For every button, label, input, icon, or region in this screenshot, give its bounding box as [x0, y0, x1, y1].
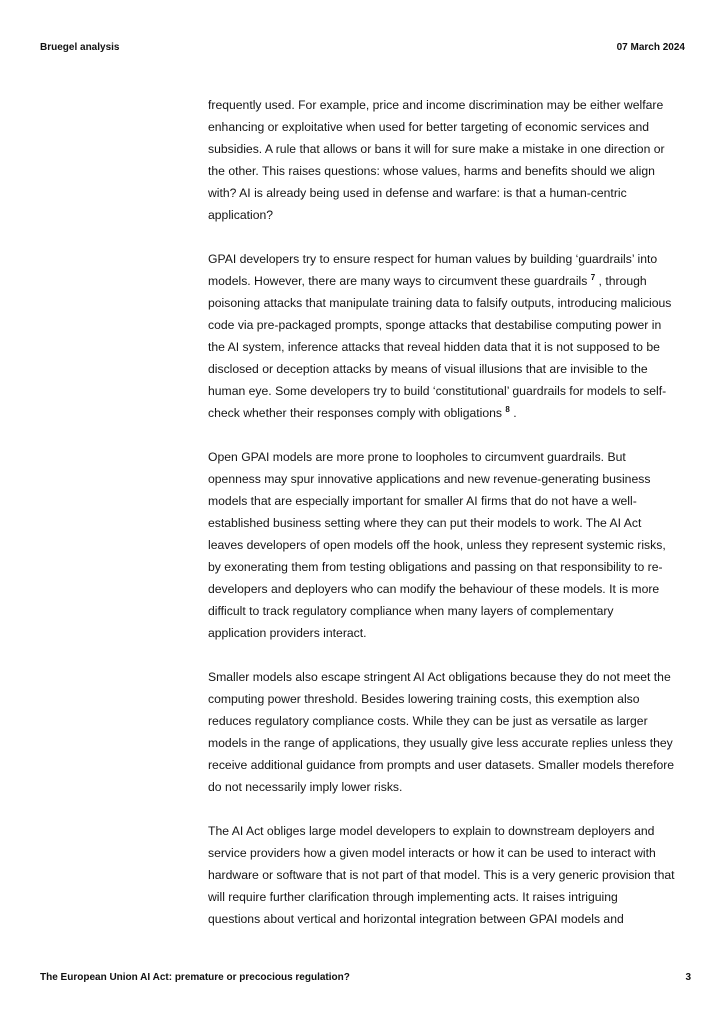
line-text: difficult to track regulatory compliance when many layers of complementary [208, 604, 614, 618]
text-line [208, 336, 688, 358]
text-line [208, 886, 688, 908]
paragraph [208, 446, 688, 644]
text-line [208, 776, 688, 798]
text-line [208, 600, 688, 622]
text-line [208, 688, 688, 710]
text-line [208, 534, 688, 556]
line-text: application providers interact. [208, 626, 367, 640]
text-line [208, 556, 688, 578]
text-line [208, 732, 688, 754]
line-text: receive additional guidance from prompts and user datasets. Smaller models therefore [208, 758, 675, 772]
paragraph [208, 248, 688, 424]
line-text: human eye. Some developers try to build ‘constitutional’ guardrails for models to self- [208, 384, 667, 398]
text-line [208, 204, 688, 226]
text-line [208, 116, 688, 138]
page-number: 3 [685, 972, 691, 983]
text-line [208, 270, 688, 292]
text-line [208, 380, 688, 402]
line-text: reduces regulatory compliance costs. While they can be just as versatile as larger [208, 714, 648, 728]
text-line [208, 622, 688, 644]
text-line [208, 666, 688, 688]
text-line [208, 358, 688, 380]
line-text: frequently used. For example, price and income discrimination may be either welfare [208, 98, 664, 112]
document-title-footer: The European Union AI Act: premature or precocious regulation? [40, 972, 350, 983]
line-text: with? AI is already being used in defense and warfare: is that a human-centric [208, 186, 627, 200]
line-text: Open GPAI models are more prone to loopholes to circumvent guardrails. But [208, 450, 626, 464]
line-text: The AI Act obliges large model developers to explain to downstream deployers and [208, 824, 655, 838]
text-line [208, 842, 688, 864]
text-line [208, 512, 688, 534]
line-text: the AI system, inference attacks that reveal hidden data that it is not supposed to be [208, 340, 660, 354]
line-text: will require further clarification through implementing acts. It raises intriguing [208, 890, 618, 904]
paragraph [208, 820, 688, 930]
line-text: service providers how a given model interacts or how it can be used to interact with [208, 846, 656, 860]
line-text: do not necessarily imply lower risks. [208, 780, 403, 794]
text-line [208, 292, 688, 314]
text-line [208, 864, 688, 886]
footnote-reference[interactable]: 8 [505, 405, 510, 414]
line-text: disclosed or deception attacks by means of visual illusions that are invisible to the [208, 362, 648, 376]
report-series-label: Bruegel analysis [40, 42, 120, 53]
text-line [208, 314, 688, 336]
line-text: hardware or software that is not part of that model. This is a very generic provision that [208, 868, 675, 882]
text-line [208, 578, 688, 600]
line-text-after: . [509, 406, 517, 420]
text-line [208, 94, 688, 116]
line-text-after: , through [595, 274, 647, 288]
line-text: GPAI developers try to ensure respect for human values by building ‘guardrails’ into [208, 252, 658, 266]
text-line [208, 908, 688, 930]
body-text [208, 94, 688, 952]
line-text: by exonerating them from testing obligations and passing on that responsibility to re- [208, 560, 663, 574]
line-text: questions about vertical and horizontal integration between GPAI models and [208, 912, 624, 926]
line-text: application? [208, 208, 274, 222]
line-text: computing power threshold. Besides lowering training costs, this exemption also [208, 692, 640, 706]
line-text: the other. This raises questions: whose values, harms and benefits should we align [208, 164, 655, 178]
line-text: models that are especially important for smaller AI firms that do not have a well- [208, 494, 637, 508]
paragraph [208, 666, 688, 798]
line-text: code via pre-packaged prompts, sponge attacks that destabilise computing power in [208, 318, 662, 332]
line-text: subsidies. A rule that allows or bans it will for sure make a mistake in one direction or [208, 142, 665, 156]
publication-date: 07 March 2024 [616, 42, 685, 53]
line-text: developers and deployers who can modify the behaviour of these models. It is more [208, 582, 660, 596]
text-line [208, 160, 688, 182]
text-line [208, 490, 688, 512]
text-line [208, 446, 688, 468]
line-text: models. However, there are many ways to circumvent these guardrails [208, 274, 591, 288]
footnote-reference[interactable]: 7 [590, 273, 596, 282]
text-line [208, 138, 688, 160]
text-line [208, 248, 688, 270]
text-line [208, 710, 688, 732]
text-line [208, 468, 688, 490]
line-text: established business setting where they can put their models to work. The AI Act [208, 516, 642, 530]
line-text: openness may spur innovative applications and new revenue-generating business [208, 472, 651, 486]
paragraph [208, 94, 688, 226]
text-line [208, 754, 688, 776]
text-line [208, 820, 688, 842]
line-text: enhancing or exploitative when used for better targeting of economic services and [208, 120, 650, 134]
line-text: Smaller models also escape stringent AI Act obligations because they do not meet the [208, 670, 671, 684]
text-line [208, 182, 688, 204]
text-line [208, 402, 688, 424]
line-text: poisoning attacks that manipulate training data to falsify outputs, introducing malicious [208, 296, 672, 310]
line-text: leaves developers of open models off the hook, unless they represent systemic risks, [208, 538, 666, 552]
line-text: check whether their responses comply with obligations [208, 406, 506, 420]
line-text: models in the range of applications, they usually give less accurate replies unless they [208, 736, 673, 750]
